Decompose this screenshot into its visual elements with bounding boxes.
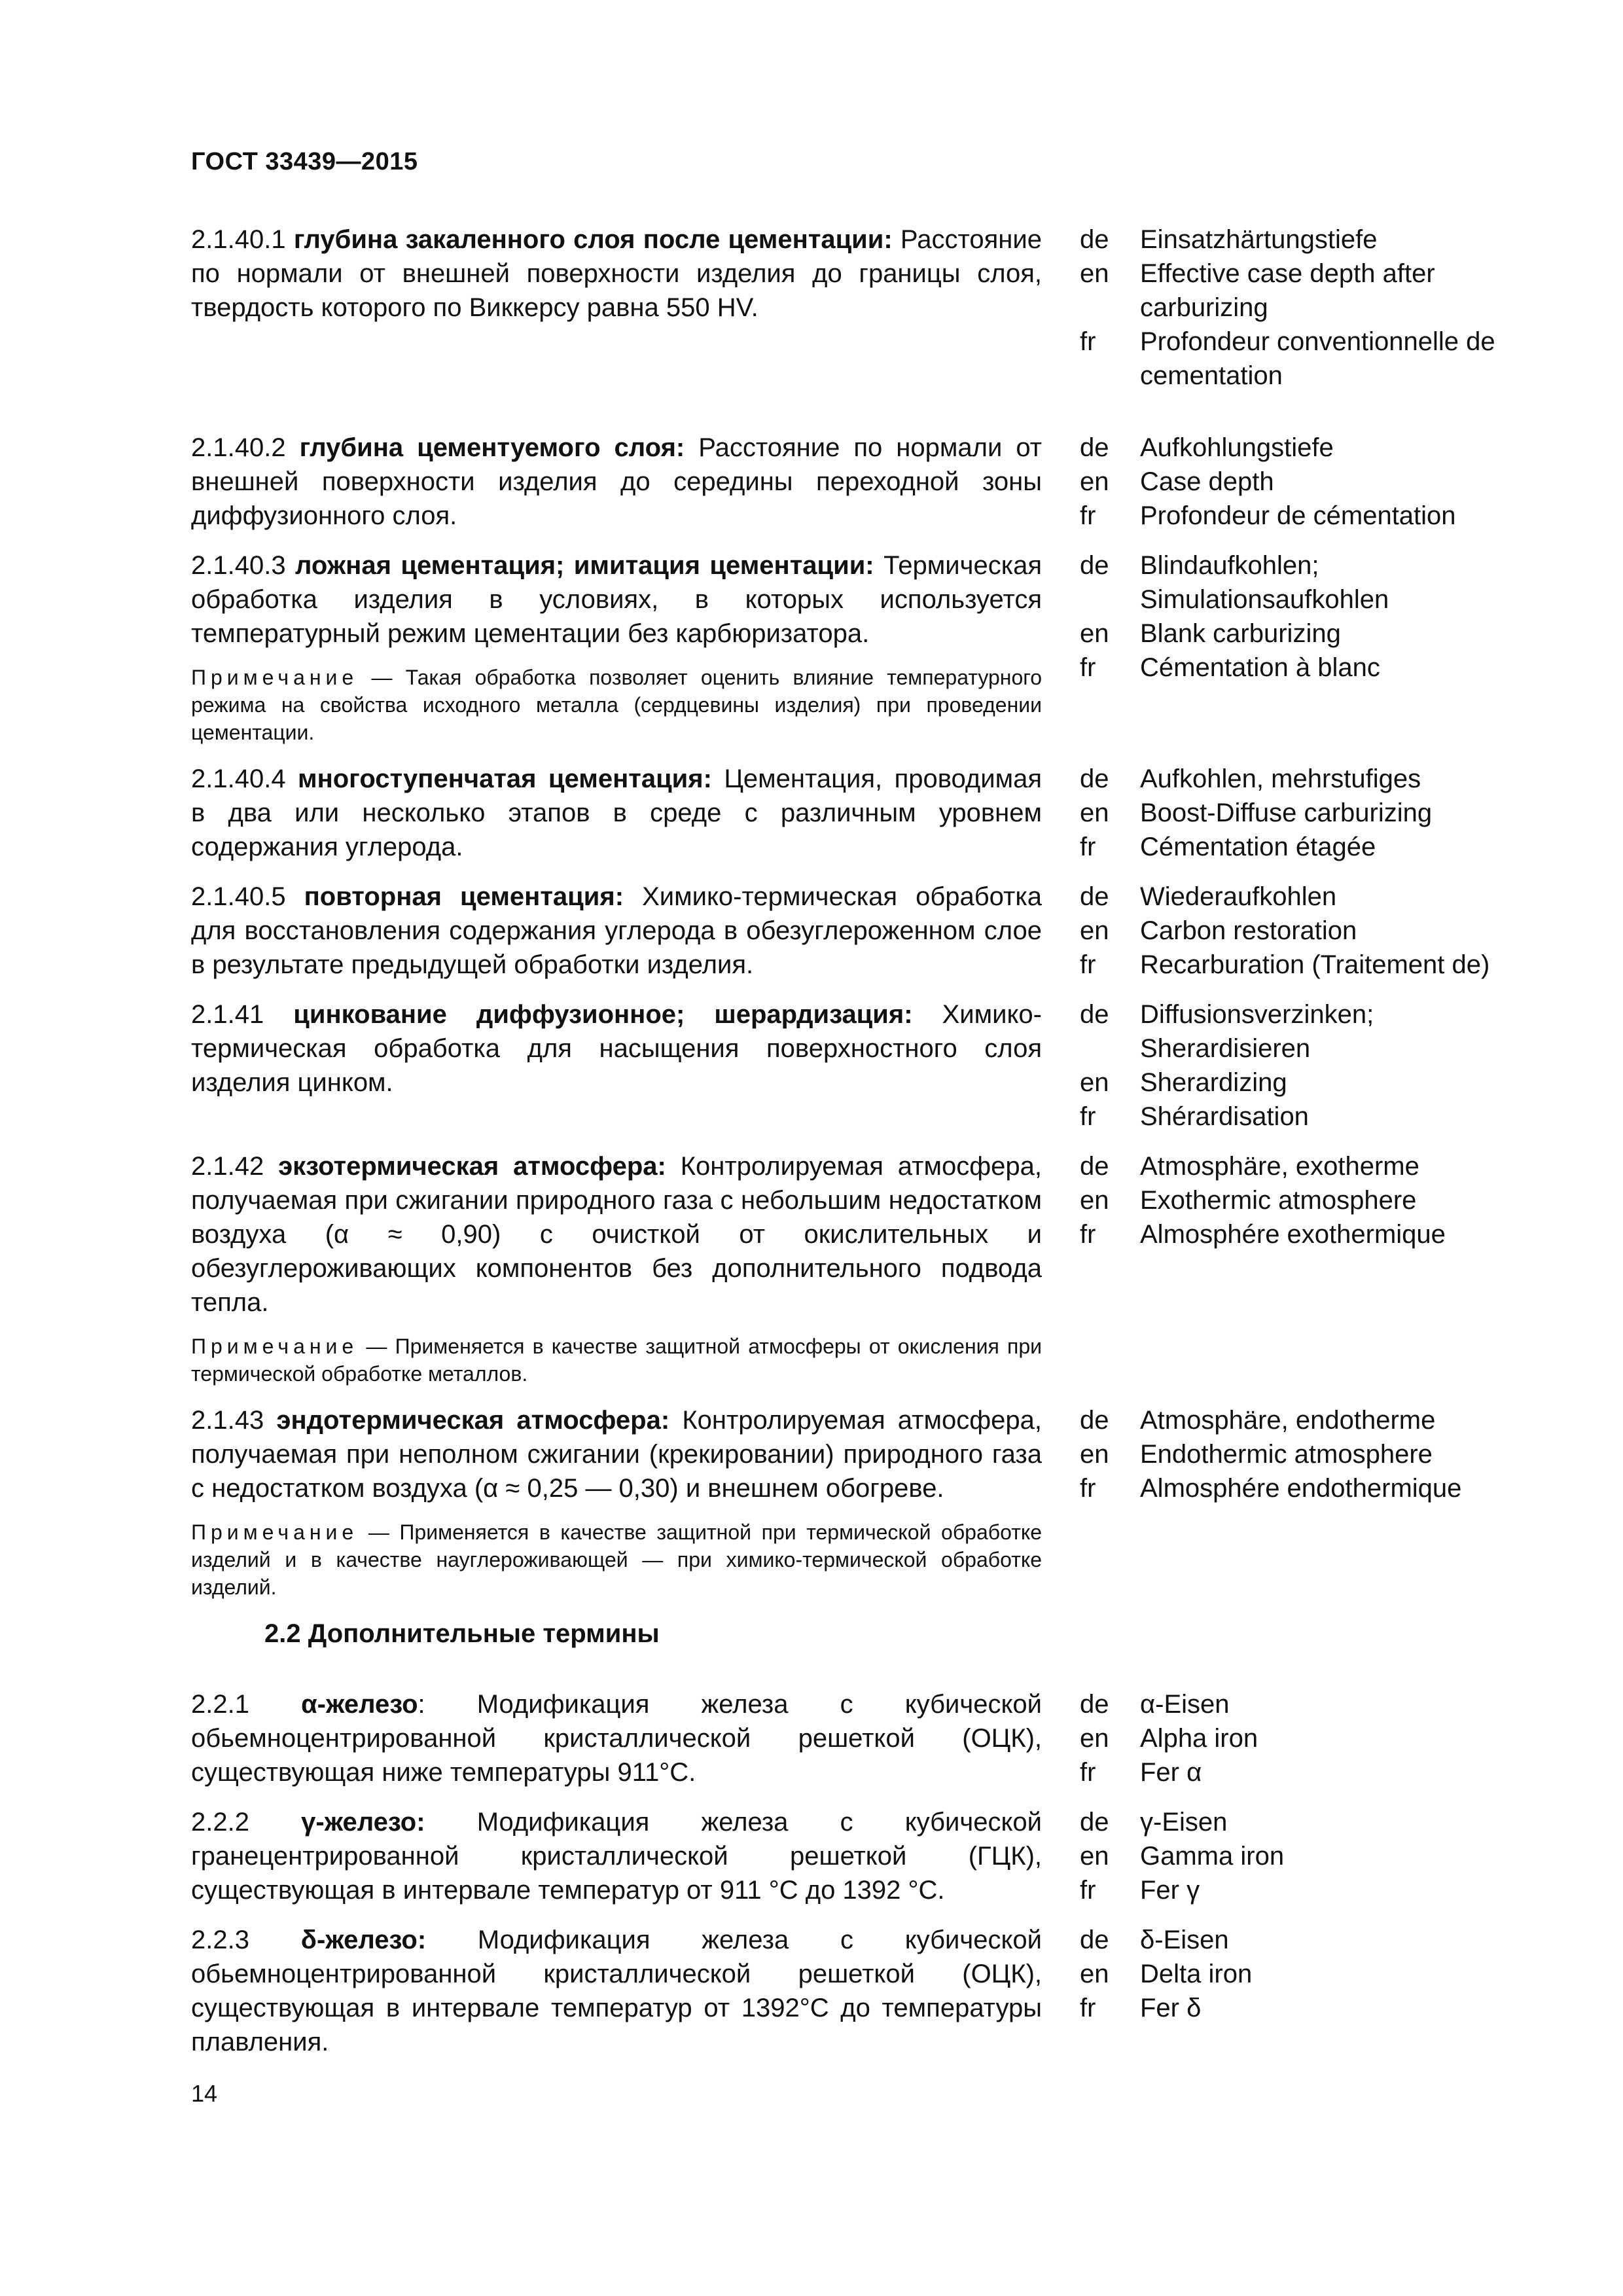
- term-name: глубина цементуемого слоя:: [299, 433, 685, 462]
- translation-text: Profondeur de cémentation: [1140, 501, 1456, 530]
- translation-text: Cémentation à blanc: [1140, 653, 1380, 682]
- term-entry: [191, 997, 1507, 1134]
- term-definition: [191, 880, 1042, 982]
- term-name: ложная цементация; имитация цементации:: [295, 551, 874, 580]
- translations: [1080, 1149, 1507, 1388]
- translation-text: Cémentation étagée: [1140, 833, 1376, 861]
- lang-code: de: [1080, 1690, 1109, 1719]
- term-number: 2.1.40.4: [191, 764, 286, 793]
- term-text: Расстояние по нормали от внешней поверхности изделия до границы слоя, твердость которого по Виккерсу равна 550 HV.: [191, 225, 1042, 322]
- term-entry: [191, 223, 1507, 393]
- lang-code: fr: [1080, 1876, 1096, 1905]
- note-label: Примечание: [191, 666, 359, 689]
- lang-code: en: [1080, 1186, 1109, 1215]
- lang-code: fr: [1080, 653, 1096, 682]
- translation-text: Almosphére endothermique: [1140, 1474, 1462, 1503]
- lang-code: de: [1080, 1808, 1109, 1837]
- term-name: эндотермическая атмосфера:: [276, 1406, 670, 1435]
- term-definition: [191, 1403, 1042, 1505]
- term-entry: [191, 880, 1507, 982]
- term-text: Модификация железа с кубической обьемноцентрированной кристаллической решеткой (ОЦК), существующая в интервале температур от 1392°С до температуры плавления.: [191, 1926, 1042, 2056]
- lang-code: de: [1080, 1000, 1109, 1029]
- translations: [1080, 548, 1507, 746]
- translations: [1080, 431, 1507, 533]
- translation-text: Recarburation (Traitement de): [1140, 950, 1490, 979]
- term-text: Термическая обработка изделия в условиях, в которых используется температурный режим цементации без карбюризатора.: [191, 551, 1042, 648]
- term-definition: [191, 1923, 1042, 2059]
- translation-text: Aufkohlungstiefe: [1140, 433, 1334, 462]
- lang-code: fr: [1080, 833, 1096, 861]
- term-text: Химико-термическая обработка для насыщения поверхностного слоя изделия цинком.: [191, 1000, 1042, 1097]
- translation-text: Boost-Diffuse carburizing: [1140, 798, 1433, 827]
- translations: [1080, 1805, 1507, 1907]
- term-name: глубина закаленного слоя после цементации:: [293, 225, 893, 254]
- term-note: [191, 1333, 1042, 1388]
- lang-code: en: [1080, 798, 1109, 827]
- term-entry: [191, 1687, 1507, 1789]
- term-text: Цементация, проводимая в два или несколько этапов в среде с различным уровнем содержания углерода.: [191, 764, 1042, 861]
- note-text: — Применяется в качестве защитной атмосферы от окисления при термической обработке металлов.: [191, 1335, 1042, 1386]
- term-number: 2.2.1: [191, 1690, 249, 1719]
- term-definition: [191, 431, 1042, 533]
- term-note: [191, 664, 1042, 746]
- term-definition: [191, 1687, 1042, 1789]
- term-definition: [191, 1805, 1042, 1907]
- lang-code: de: [1080, 551, 1109, 580]
- lang-code: fr: [1080, 1758, 1096, 1787]
- translation-text: Blank carburizing: [1140, 619, 1341, 648]
- translation-text: Case depth: [1140, 467, 1274, 496]
- term-name: α-железо: [301, 1690, 418, 1719]
- lang-code: en: [1080, 259, 1109, 288]
- term-number: 2.2.2: [191, 1808, 249, 1837]
- term-name: экзотермическая атмосфера:: [278, 1152, 666, 1181]
- lang-code: en: [1080, 1440, 1109, 1469]
- note-label: Примечание: [191, 1335, 359, 1358]
- translation-text: Blindaufkohlen; Simulationsaufkohlen: [1140, 551, 1389, 614]
- note-text: — Такая обработка позволяет оценить влияние температурного режима на свойства исходного металла (сердцевины изделия) при проведении цементации.: [191, 666, 1043, 744]
- translation-text: Fer α: [1140, 1758, 1202, 1787]
- term-number: 2.2.3: [191, 1926, 249, 1954]
- page-number: 14: [191, 2080, 218, 2107]
- translations: [1080, 1923, 1507, 2059]
- lang-code: en: [1080, 916, 1109, 945]
- translation-text: Atmosphäre, endotherme: [1140, 1406, 1436, 1435]
- term-entry: [191, 1403, 1507, 1601]
- lang-code: fr: [1080, 1474, 1096, 1503]
- term-definition: [191, 762, 1042, 864]
- term-name: γ-железо:: [301, 1808, 425, 1837]
- term-entry: [191, 1149, 1507, 1388]
- note-text: — Применяется в качестве защитной при термической обработке изделий и в качестве науглероживающей — при химико-термической обработке изделий.: [191, 1520, 1043, 1599]
- translation-text: Atmosphäre, exotherme: [1140, 1152, 1419, 1181]
- term-entry: [191, 762, 1507, 864]
- translations: [1080, 880, 1507, 982]
- translations: [1080, 997, 1507, 1134]
- translation-text: Exothermic atmosphere: [1140, 1186, 1417, 1215]
- translation-text: Profondeur conventionnelle de cementation: [1140, 327, 1495, 390]
- translation-text: Fer δ: [1140, 1994, 1202, 2022]
- lang-code: de: [1080, 225, 1109, 254]
- term-definition: [191, 548, 1042, 651]
- translation-text: Diffusionsverzinken; Sherardisieren: [1140, 1000, 1374, 1063]
- translations: [1080, 223, 1507, 393]
- term-number: 2.1.40.2: [191, 433, 286, 462]
- term-definition: [191, 1149, 1042, 1319]
- term-text: Контролируемая атмосфера, получаемая при неполном сжигании (крекировании) природного газа с недостатком воздуха (α ≈ 0,25 — 0,30) и внешнем обогреве.: [191, 1406, 1042, 1503]
- translation-text: Shérardisation: [1140, 1102, 1309, 1131]
- term-number: 2.1.40.5: [191, 882, 286, 911]
- document-header: ГОСТ 33439—2015: [191, 148, 418, 175]
- term-entry: [191, 1923, 1507, 2059]
- lang-code: de: [1080, 1406, 1109, 1435]
- term-note: [191, 1518, 1042, 1601]
- translations: [1080, 762, 1507, 864]
- term-name: повторная цементация:: [304, 882, 624, 911]
- term-number: 2.1.42: [191, 1152, 264, 1181]
- lang-code: de: [1080, 1926, 1109, 1954]
- translations: [1080, 1403, 1507, 1601]
- note-label: Примечание: [191, 1520, 359, 1544]
- lang-code: de: [1080, 882, 1109, 911]
- translation-text: α-Eisen: [1140, 1690, 1230, 1719]
- translation-text: Sherardizing: [1140, 1068, 1287, 1097]
- term-name: цинкование диффузионное; шерардизация:: [293, 1000, 913, 1029]
- lang-code: fr: [1080, 501, 1096, 530]
- term-number: 2.1.43: [191, 1406, 264, 1435]
- translation-text: γ-Eisen: [1140, 1808, 1228, 1837]
- translation-text: Fer γ: [1140, 1876, 1200, 1905]
- term-entry: [191, 431, 1507, 533]
- term-name: δ-железо:: [300, 1926, 427, 1954]
- term-number: 2.1.40.3: [191, 551, 286, 580]
- lang-code: fr: [1080, 327, 1096, 356]
- term-number: 2.1.40.1: [191, 225, 286, 254]
- term-text: Химико-термическая обработка для восстановления содержания углерода в обезуглероженном слое в результате предыдущей обработки изделия.: [191, 882, 1042, 979]
- terms-list: [191, 223, 1507, 2075]
- translation-text: Carbon restoration: [1140, 916, 1357, 945]
- translation-text: Gamma iron: [1140, 1842, 1285, 1871]
- term-name: многоступенчатая цементация:: [298, 764, 712, 793]
- term-entry: [191, 1805, 1507, 1907]
- term-definition: [191, 997, 1042, 1100]
- translation-text: Einsatzhärtungstiefe: [1140, 225, 1378, 254]
- lang-code: en: [1080, 1724, 1109, 1753]
- translations: [1080, 1687, 1507, 1789]
- term-definition: [191, 223, 1042, 325]
- term-text: Модификация железа с кубической гранецентрированной кристаллической решеткой (ГЦК), существующая в интервале температур от 911 °С до 1392 °С.: [191, 1808, 1042, 1905]
- term-text: Контролируемая атмосфера, получаемая при сжигании природного газа с небольшим недостатком воздуха (α ≈ 0,90) с очисткой от окислительных и обезуглероживающих компонентов без дополнительного подвода тепла.: [191, 1152, 1042, 1317]
- term-text: Расстояние по нормали от внешней поверхности изделия до середины переходной зоны диффузионного слоя.: [191, 433, 1043, 530]
- translation-text: Delta iron: [1140, 1960, 1253, 1988]
- term-number: 2.1.41: [191, 1000, 264, 1029]
- lang-code: fr: [1080, 1994, 1096, 2022]
- lang-code: de: [1080, 433, 1109, 462]
- translation-text: Wiederaufkohlen: [1140, 882, 1337, 911]
- lang-code: fr: [1080, 950, 1096, 979]
- lang-code: fr: [1080, 1102, 1096, 1131]
- translation-text: Endothermic atmosphere: [1140, 1440, 1433, 1469]
- lang-code: en: [1080, 1068, 1109, 1097]
- lang-code: en: [1080, 467, 1109, 496]
- translation-text: Aufkohlen, mehrstufiges: [1140, 764, 1421, 793]
- translation-text: Almosphére exothermique: [1140, 1220, 1446, 1249]
- translation-text: Alpha iron: [1140, 1724, 1258, 1753]
- lang-code: en: [1080, 1960, 1109, 1988]
- lang-code: en: [1080, 619, 1109, 648]
- term-text: : Модификация железа с кубической обьемноцентрированной кристаллической решеткой (ОЦК), существующая ниже температуры 911°С.: [191, 1690, 1042, 1787]
- translation-text: Effective case depth after carburizing: [1140, 259, 1435, 322]
- lang-code: de: [1080, 1152, 1109, 1181]
- translation-text: δ-Eisen: [1140, 1926, 1229, 1954]
- lang-code: en: [1080, 1842, 1109, 1871]
- term-entry: [191, 548, 1507, 746]
- lang-code: fr: [1080, 1220, 1096, 1249]
- section-title: 2.2 Дополнительные термины: [264, 1619, 660, 1648]
- lang-code: de: [1080, 764, 1109, 793]
